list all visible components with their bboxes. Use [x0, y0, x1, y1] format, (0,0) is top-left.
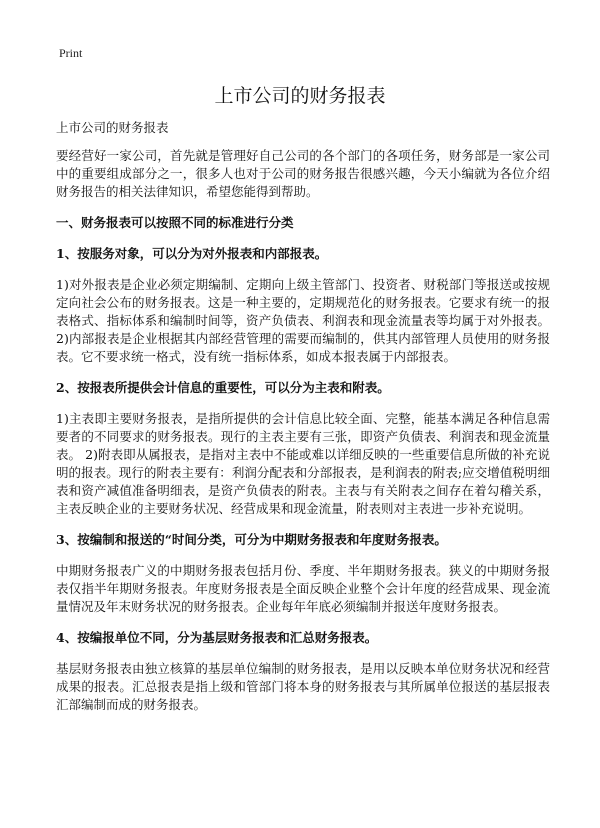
page-title: 上市公司的财务报表: [214, 85, 386, 107]
subsection-heading-by-audience: 1、按服务对象，可以分为对外报表和内部报表。: [56, 246, 328, 261]
print-label[interactable]: Print: [59, 46, 83, 60]
section-heading-classification: 一、财务报表可以按照不同的标准进行分类: [56, 215, 294, 230]
subsection-heading-by-importance: 2、按报表所提供会计信息的重要性，可以分为主表和附表。: [56, 380, 390, 395]
document-body: [56, 118, 550, 727]
intro-paragraph: 要经营好一家公司，首先就是管理好自己公司的各个部门的各项任务，财务部是一家公司中的重要组成部分之一，很多人也对于公司的财务报告很感兴趣，今天小编就为各位介绍财务报告的相关法律知识，希望您能得到帮助。: [56, 148, 550, 199]
document-subtitle: 上市公司的财务报表: [56, 120, 169, 135]
paragraph-by-audience: 1)对外报表是企业必须定期编制、定期向上级主管部门、投资者、财税部门等报送或按规定向社会公布的财务报表。这是一种主要的，定期规范化的财务报表。它要求有统一的报表格式、指标体系和编制时间等，资产负债表、利润表和现金流量表等均属于对外报表。 2)内部报表是企业根据其内部经营管理的需要而编制的，供其内部管理人员使用的财务报表。它不要求统一格式，没有统一指标体系，如成本报表属于内部报表。: [56, 277, 550, 364]
paragraph-by-period: 中期财务报表广义的中期财务报表包括月份、季度、半年期财务报表。狭义的中期财务报表仅指半年期财务报表。年度财务报表是全面反映企业整个会计年度的经营成果、现金流量情况及年末财务状况的财务报表。企业每年年底必须编制并报送年度财务报表。: [56, 563, 550, 614]
paragraph-by-unit: 基层财务报表由独立核算的基层单位编制的财务报表，是用以反映本单位财务状况和经营成果的报表。汇总报表是指上级和管部门将本身的财务报表与其所属单位报送的基层报表汇部编制而成的财务报表。: [56, 661, 550, 712]
subsection-heading-by-unit: 4、按编报单位不同，分为基层财务报表和汇总财务报表。: [56, 630, 378, 645]
subsection-heading-by-period: 3、按编制和报送的“时间分类，可分为中期财务报表和年度财务报表。: [56, 532, 447, 547]
paragraph-by-importance: 1)主表即主要财务报表，是指所提供的会计信息比较全面、完整，能基本满足各种信息需要者的不同要求的财务报表。现行的主表主要有三张，即资产负债表、利润表和现金流量表。 2)附表即从属报表，是指对主表中不能或难以详细反映的一些重要信息所做的补充说明的报表。现行的附表主要有：利润分配表和分部报表，是利润表的附表;应交增值税明细表和资产减值准备明细表，是资产负债表的附表。主表与有关附表之间存在着勾稽关系，主表反映企业的主要财务状况、经营成果和现金流量，附表则对主表进一步补充说明。: [56, 411, 550, 516]
